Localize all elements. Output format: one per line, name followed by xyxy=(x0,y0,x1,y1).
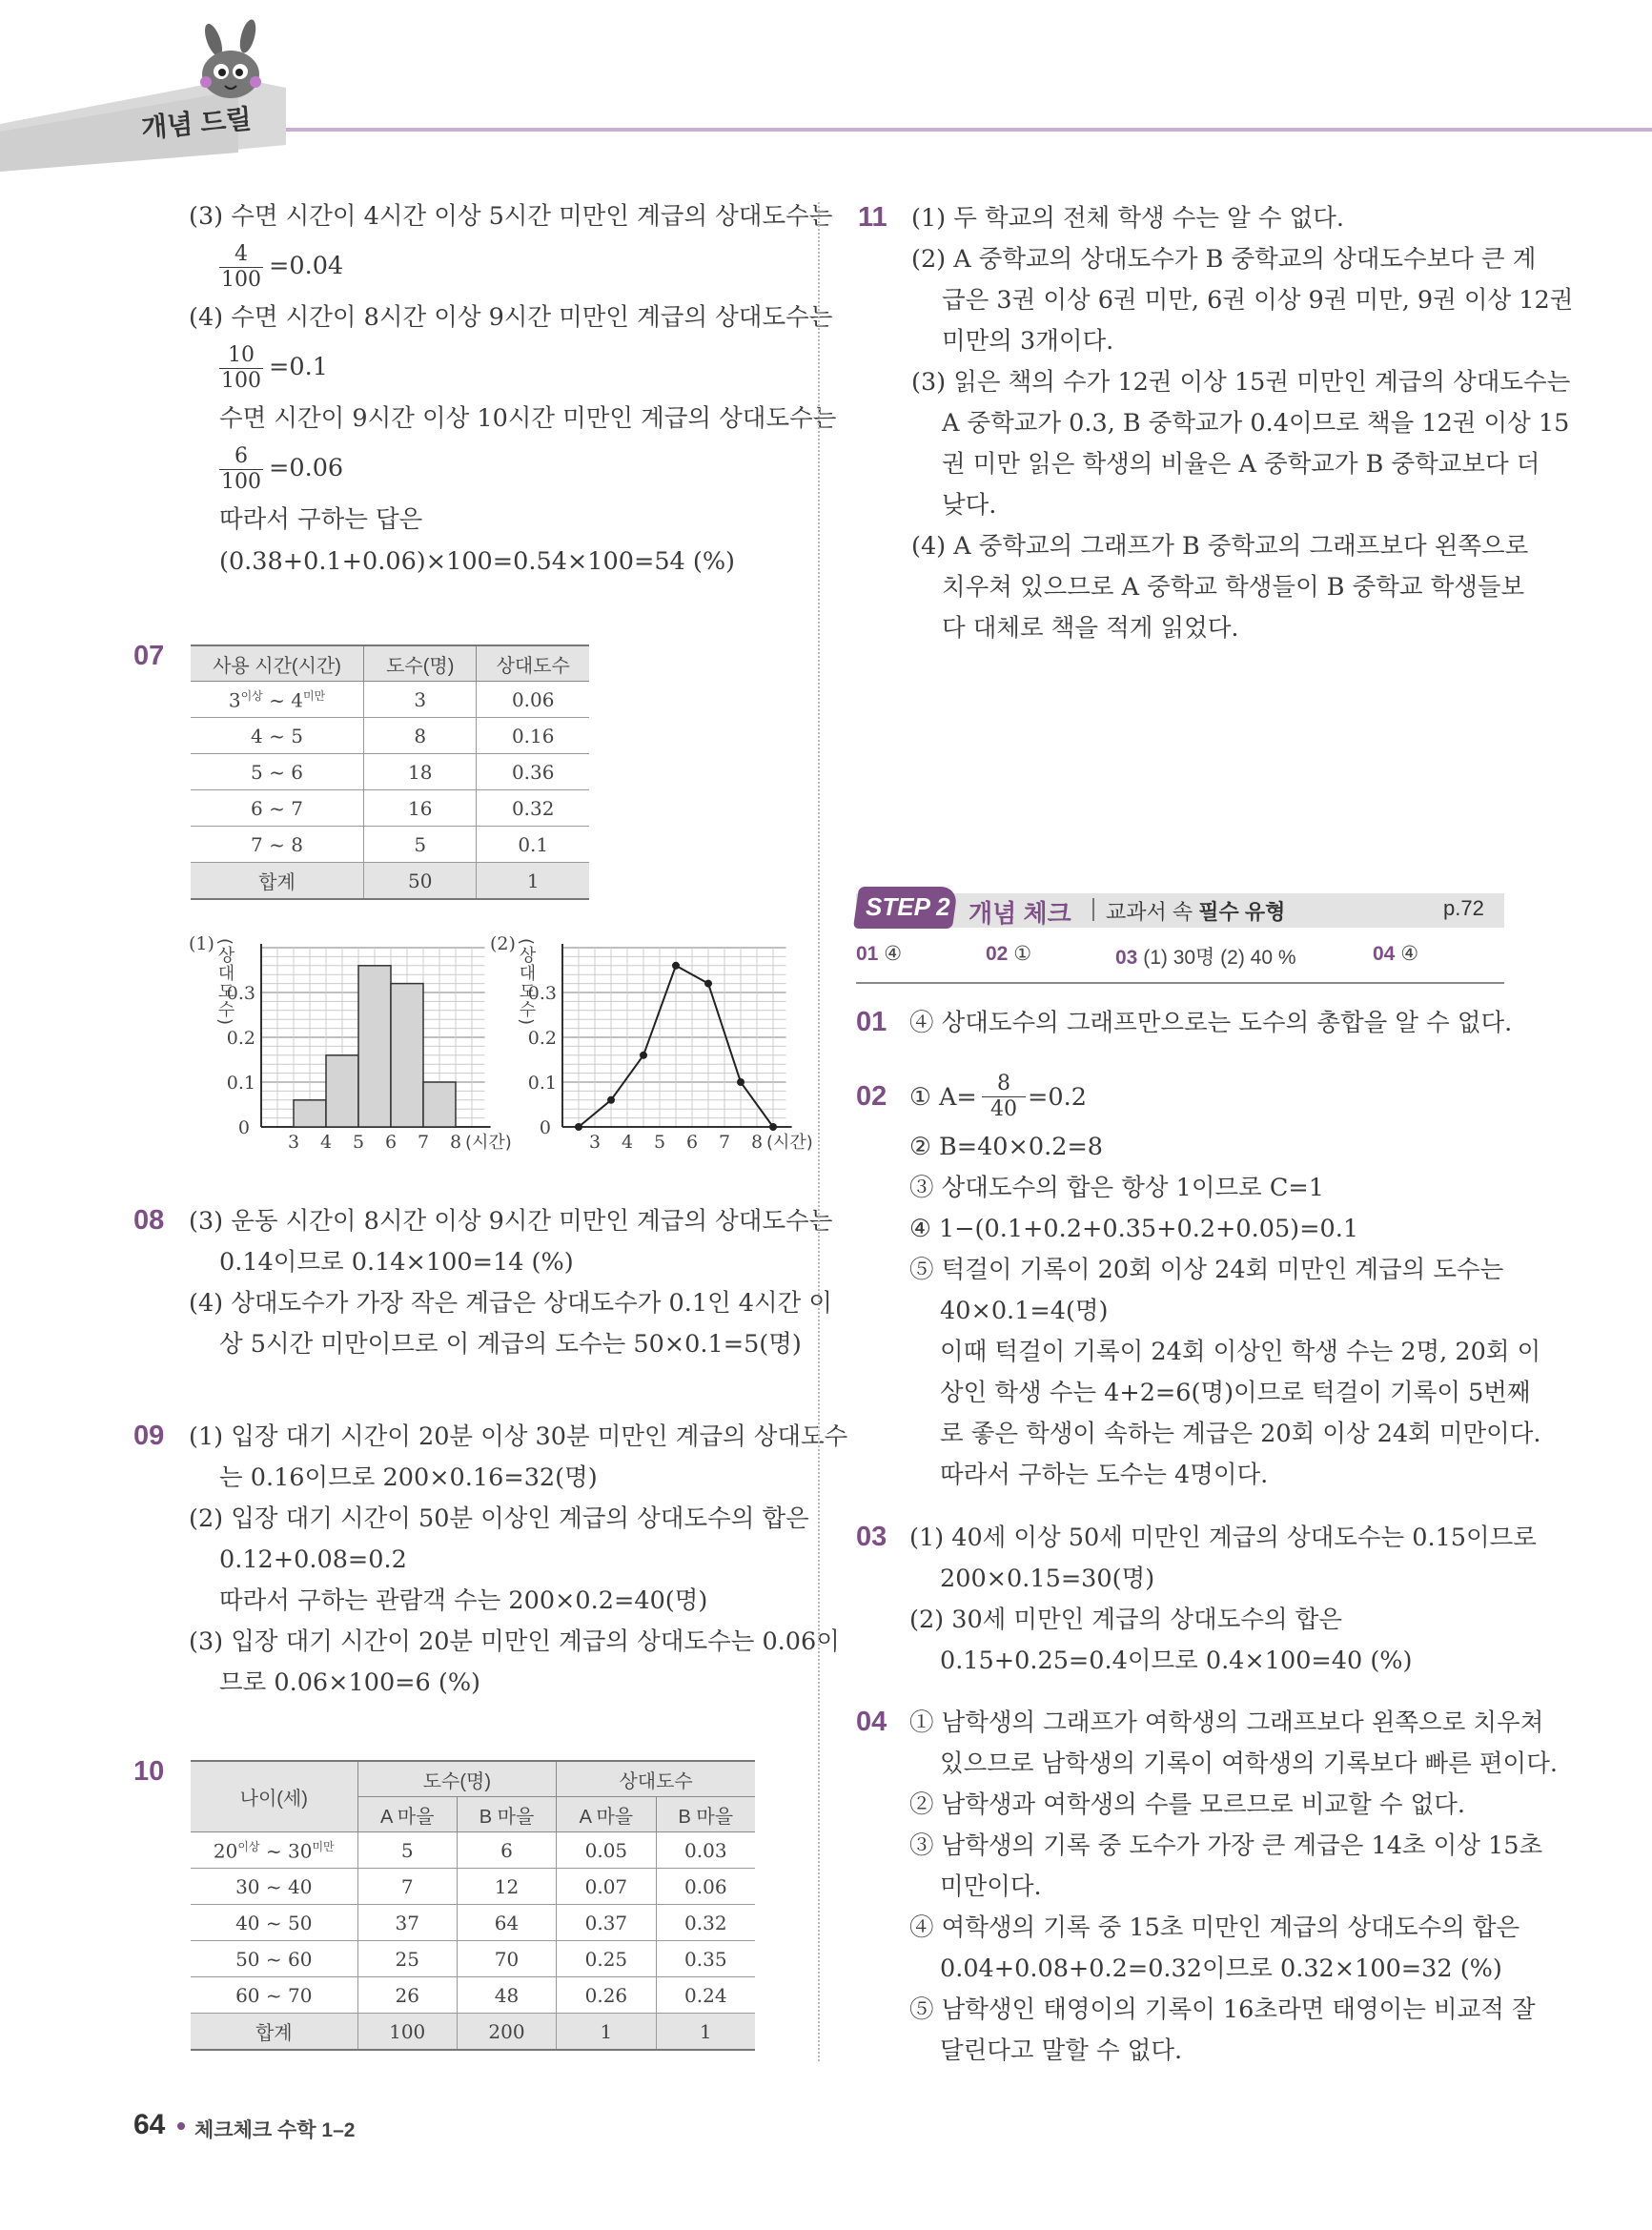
x-tick-label: 7 xyxy=(718,1132,731,1153)
x-axis-label: (시간) xyxy=(465,1133,512,1153)
table-row xyxy=(191,1977,755,2014)
total-cell: 합계 xyxy=(191,2014,357,2051)
answer-number: 04 xyxy=(1373,943,1396,965)
class-range: 30 ~ 40 xyxy=(191,1869,357,1905)
answer-value: ④ xyxy=(884,943,903,965)
answer-number: 02 xyxy=(986,943,1009,965)
text-line: =0.2 xyxy=(1028,1083,1087,1112)
table-cell: 18 xyxy=(364,754,477,790)
text-line: (3) 운동 시간이 8시간 이상 9시간 미만인 계급의 상대도수는 xyxy=(189,1207,833,1236)
table-cell: 3 xyxy=(364,682,477,718)
table-subheader: B 마을 xyxy=(656,1797,755,1832)
table-cell: 0.03 xyxy=(656,1832,755,1869)
x-tick-label: 5 xyxy=(352,1132,365,1153)
frequency-polygon-chart xyxy=(488,927,813,1156)
text-line: 미만의 3개이다. xyxy=(942,327,1114,356)
data-point xyxy=(607,1096,615,1104)
histogram-bar xyxy=(391,984,423,1127)
total-cell: 100 xyxy=(357,2014,457,2051)
class-range: 5 ~ 6 xyxy=(191,754,364,790)
question-number: 04 xyxy=(856,1707,887,1737)
text-line: 낮다. xyxy=(942,491,997,520)
quick-answer xyxy=(1115,942,1296,971)
x-tick-label: 4 xyxy=(319,1132,333,1153)
text-line: (0.38+0.1+0.06)×100=0.54×100=54 (%) xyxy=(219,547,736,576)
table-cell: 8 xyxy=(364,718,477,754)
text-line: =0.04 xyxy=(269,252,344,280)
banner-separator xyxy=(1092,898,1094,921)
x-tick-label: 6 xyxy=(384,1132,398,1153)
y-tick-label: 0 xyxy=(237,1117,250,1138)
subtitle-bold: 필수 유형 xyxy=(1198,900,1286,924)
table-total-row xyxy=(191,2014,755,2051)
text-line: 다 대체로 책을 적게 읽었다. xyxy=(942,614,1239,643)
total-cell: 1 xyxy=(557,2014,656,2051)
table-cell: 37 xyxy=(357,1905,457,1941)
class-range: $20^{이상}$ ~ $30^{미만}$ xyxy=(191,1832,357,1869)
table-header: 나이(세) xyxy=(191,1761,357,1832)
question-number: 02 xyxy=(856,1081,887,1112)
table-cell: 48 xyxy=(457,1977,556,2014)
fraction xyxy=(982,1072,1026,1122)
x-tick-label: 3 xyxy=(287,1132,300,1153)
frequency-table-10 xyxy=(191,1760,755,2051)
text-line: (3) 읽은 책의 수가 12권 이상 15권 미만인 계급의 상대도수는 xyxy=(911,368,1571,397)
table-header: 상대도수 xyxy=(477,645,589,682)
total-cell: 200 xyxy=(457,2014,556,2051)
table-cell: 6 xyxy=(457,1832,556,1869)
table-cell: 70 xyxy=(457,1941,556,1977)
table-cell: 0.32 xyxy=(656,1905,755,1941)
text-line: A 중학교가 0.3, B 중학교가 0.4이므로 책을 12권 이상 15 xyxy=(942,409,1570,438)
page-number: 64 xyxy=(133,2109,166,2140)
answer-number: 01 xyxy=(856,943,879,965)
table-row xyxy=(191,1869,755,1905)
table-cell: 0.26 xyxy=(557,1977,656,2014)
text-line: 상인 학생 수는 4+2=6(명)이므로 턱걸이 기록이 5번째 xyxy=(940,1379,1531,1407)
text-line: ④ 여학생의 기록 중 15초 미만인 계급의 상대도수의 합은 xyxy=(909,1913,1520,1942)
table-row xyxy=(191,1905,755,1941)
chart-label: (2) xyxy=(490,933,516,954)
table-header: 도수(명) xyxy=(364,645,477,682)
question-number: 09 xyxy=(133,1421,165,1451)
table-header: 상대도수 xyxy=(557,1761,755,1797)
table-cell: 25 xyxy=(357,1941,457,1977)
question-number: 03 xyxy=(856,1522,887,1552)
answer-value: ① xyxy=(1013,943,1032,965)
footer-bullet xyxy=(177,2122,185,2130)
table-cell: 5 xyxy=(357,1832,457,1869)
table-cell: 7 xyxy=(357,1869,457,1905)
text-line: (3) 수면 시간이 4시간 이상 5시간 미만인 계급의 상대도수는 xyxy=(189,202,833,231)
quick-answer xyxy=(986,942,1031,966)
quick-answer xyxy=(856,942,902,966)
text-line: ⑤ 남학생인 태영이의 기록이 16초라면 태영이는 비교적 잘 xyxy=(909,1995,1536,2024)
text-line: 0.14이므로 0.14×100=14 (%) xyxy=(219,1248,574,1277)
text-line: (1) 입장 대기 시간이 20분 이상 30분 미만인 계급의 상대도수 xyxy=(189,1422,848,1451)
text-line: ② B=40×0.2=8 xyxy=(909,1133,1104,1161)
histogram-bar xyxy=(326,1055,358,1127)
numerator: 10 xyxy=(219,343,263,369)
class-range: 50 ~ 60 xyxy=(191,1941,357,1977)
text-line: 므로 0.06×100=6 (%) xyxy=(219,1668,481,1697)
class-range: 40 ~ 50 xyxy=(191,1905,357,1941)
histogram-chart xyxy=(187,927,512,1156)
y-tick-label: 0.3 xyxy=(527,983,557,1004)
y-tick-label: 0.2 xyxy=(226,1028,255,1049)
data-point xyxy=(704,980,712,988)
text-line: 0.12+0.08=0.2 xyxy=(219,1545,407,1574)
class-range: 60 ~ 70 xyxy=(191,1977,357,2014)
quick-answer xyxy=(1373,942,1418,966)
text-line: (1) 40세 이상 50세 미만인 계급의 상대도수는 0.15이므로 xyxy=(909,1524,1537,1552)
text-line: 40×0.1=4(명) xyxy=(940,1297,1109,1325)
y-tick-label: 0.3 xyxy=(226,983,255,1004)
text-line: 상 5시간 미만이므로 이 계급의 도수는 50×0.1=5(명) xyxy=(219,1330,802,1359)
text-line: ① 남학생의 그래프가 여학생의 그래프보다 왼쪽으로 치우쳐 xyxy=(909,1708,1544,1737)
text-line: 수면 시간이 9시간 이상 10시간 미만인 계급의 상대도수는 xyxy=(219,404,837,433)
table-header: 도수(명) xyxy=(357,1761,557,1797)
x-tick-label: 8 xyxy=(449,1132,462,1153)
table-cell: 0.16 xyxy=(477,718,589,754)
question-number: 10 xyxy=(133,1756,165,1787)
text-line: (2) A 중학교의 상대도수가 B 중학교의 상대도수보다 큰 계 xyxy=(911,245,1537,274)
text-line: (4) 상대도수가 가장 작은 계급은 상대도수가 0.1인 4시간 이 xyxy=(189,1289,833,1318)
banner-title: 개념 체크 xyxy=(969,899,1071,928)
step-badge: STEP 2 xyxy=(866,892,950,921)
x-tick-label: 8 xyxy=(750,1132,764,1153)
table-cell: 16 xyxy=(364,790,477,827)
table-subheader: A 마을 xyxy=(557,1797,656,1832)
text-line: ① A= xyxy=(909,1083,977,1112)
table-cell: 0.36 xyxy=(477,754,589,790)
table-row xyxy=(191,718,589,754)
text-line: 로 좋은 학생이 속하는 계급은 20회 이상 24회 미만이다. xyxy=(940,1420,1541,1448)
text-line: ④ 상대도수의 그래프만으로는 도수의 총합을 알 수 없다. xyxy=(909,1009,1513,1037)
y-tick-label: 0 xyxy=(539,1117,551,1138)
data-point xyxy=(575,1123,582,1131)
table-cell: 0.07 xyxy=(557,1869,656,1905)
text-line: 권 미만 읽은 학생의 비율은 A 중학교가 B 중학교보다 더 xyxy=(942,450,1540,479)
y-tick-label: 0.1 xyxy=(226,1073,255,1094)
text-line: 따라서 구하는 도수는 4명이다. xyxy=(940,1461,1269,1489)
column-divider xyxy=(818,202,820,2061)
table-cell: 5 xyxy=(364,827,477,863)
text-line: 0.15+0.25=0.4이므로 0.4×100=40 (%) xyxy=(940,1647,1413,1675)
header-title: 개념 드릴 xyxy=(140,103,254,143)
table-total-row xyxy=(191,863,589,900)
table-cell: 0.32 xyxy=(477,790,589,827)
text-line: ③ 남학생의 기록 중 도수가 가장 큰 계급은 14초 이상 15초 xyxy=(909,1831,1543,1860)
table-row xyxy=(191,790,589,827)
text-line: ④ 1−(0.1+0.2+0.35+0.2+0.05)=0.1 xyxy=(909,1215,1359,1243)
data-point xyxy=(672,962,680,970)
text-line: =0.1 xyxy=(269,353,328,381)
table-cell: 0.06 xyxy=(477,682,589,718)
table-subheader: A 마을 xyxy=(357,1797,457,1832)
y-axis-label: (상대도수) xyxy=(516,938,537,1027)
question-number: 08 xyxy=(133,1205,165,1236)
y-tick-label: 0.1 xyxy=(527,1073,557,1094)
table-header: 사용 시간(시간) xyxy=(191,645,364,682)
table-row xyxy=(191,754,589,790)
histogram-bar xyxy=(358,966,391,1127)
answer-value: (1) 30명 (2) 40 % xyxy=(1143,947,1296,969)
total-cell: 1 xyxy=(477,863,589,900)
text-line: 따라서 구하는 답은 xyxy=(219,505,423,534)
x-axis-label: (시간) xyxy=(766,1133,813,1153)
table-row xyxy=(191,1832,755,1869)
text-line: 달린다고 말할 수 없다. xyxy=(940,2036,1183,2065)
table-row xyxy=(191,682,589,718)
text-line: 급은 3권 이상 6권 미만, 6권 이상 9권 미만, 9권 이상 12권 xyxy=(942,286,1574,315)
frequency-table-07 xyxy=(191,644,589,900)
data-point xyxy=(737,1078,744,1086)
histogram-bar xyxy=(294,1100,326,1127)
x-tick-label: 3 xyxy=(588,1132,602,1153)
text-line: ③ 상대도수의 합은 항상 1이므로 C=1 xyxy=(909,1174,1324,1202)
table-cell: 0.05 xyxy=(557,1832,656,1869)
table-row xyxy=(191,1941,755,1977)
table-cell: 0.35 xyxy=(656,1941,755,1977)
total-cell: 합계 xyxy=(191,863,364,900)
histogram-bar xyxy=(423,1082,456,1127)
text-line: (4) A 중학교의 그래프가 B 중학교의 그래프보다 왼쪽으로 xyxy=(911,532,1529,561)
text-line: 따라서 구하는 관람객 수는 200×0.2=40(명) xyxy=(219,1586,708,1615)
header-rule xyxy=(286,128,1652,132)
text-line: (1) 두 학교의 전체 학생 수는 알 수 없다. xyxy=(911,204,1344,233)
answer-number: 03 xyxy=(1115,947,1138,969)
answer-rule xyxy=(856,982,1504,984)
fraction xyxy=(219,343,263,394)
text-line: 200×0.15=30(명) xyxy=(940,1565,1155,1593)
chart-label: (1) xyxy=(189,933,214,954)
text-line: 있으므로 남학생의 기록이 여학생의 기록보다 빠른 편이다. xyxy=(940,1749,1558,1778)
text-line: 는 0.16이므로 200×0.16=32(명) xyxy=(219,1463,598,1492)
class-range: $3^{이상}$ ~ $4^{미만}$ xyxy=(191,682,364,718)
class-range: 4 ~ 5 xyxy=(191,718,364,754)
table-cell: 0.24 xyxy=(656,1977,755,2014)
total-cell: 1 xyxy=(656,2014,755,2051)
denominator: 100 xyxy=(221,268,261,292)
table-cell: 0.06 xyxy=(656,1869,755,1905)
data-point xyxy=(769,1123,777,1131)
total-cell: 50 xyxy=(364,863,477,900)
page-reference: p.72 xyxy=(1443,896,1484,920)
y-tick-label: 0.2 xyxy=(527,1028,557,1049)
y-axis-label: (상대도수) xyxy=(214,938,235,1027)
text-line: 미만이다. xyxy=(940,1872,1042,1901)
data-point xyxy=(640,1052,647,1059)
book-title: 체크체크 수학 1–2 xyxy=(194,2119,356,2141)
question-number: 11 xyxy=(858,202,887,233)
table-cell: 26 xyxy=(357,1977,457,2014)
text-line: 치우쳐 있으므로 A 중학교 학생들이 B 중학교 학생들보 xyxy=(942,573,1525,602)
class-range: 7 ~ 8 xyxy=(191,827,364,863)
question-number: 01 xyxy=(856,1007,887,1037)
fraction xyxy=(219,444,263,495)
table-cell: 0.1 xyxy=(477,827,589,863)
text-line: (3) 입장 대기 시간이 20분 미만인 계급의 상대도수는 0.06이 xyxy=(189,1627,840,1656)
table-cell: 0.25 xyxy=(557,1941,656,1977)
table-row xyxy=(191,827,589,863)
denominator: 100 xyxy=(221,470,261,494)
table-cell: 64 xyxy=(457,1905,556,1941)
fraction xyxy=(219,242,263,293)
question-number: 07 xyxy=(133,641,165,671)
table-subheader: B 마을 xyxy=(457,1797,556,1832)
class-range: 6 ~ 7 xyxy=(191,790,364,827)
x-tick-label: 7 xyxy=(417,1132,430,1153)
text-line: 이때 턱걸이 기록이 24회 이상인 학생 수는 2명, 20회 이 xyxy=(940,1338,1541,1366)
banner-subtitle xyxy=(1106,896,1285,926)
subtitle-text: 교과서 속 xyxy=(1106,900,1193,924)
table-cell: 12 xyxy=(457,1869,556,1905)
text-line: (2) 입장 대기 시간이 50분 이상인 계급의 상대도수의 합은 xyxy=(189,1504,809,1533)
text-line: (2) 30세 미만인 계급의 상대도수의 합은 xyxy=(909,1606,1342,1634)
text-line: (4) 수면 시간이 8시간 이상 9시간 미만인 계급의 상대도수는 xyxy=(189,303,833,332)
text-line: ② 남학생과 여학생의 수를 모르므로 비교할 수 없다. xyxy=(909,1790,1466,1819)
text-line: 0.04+0.08+0.2=0.32이므로 0.32×100=32 (%) xyxy=(940,1954,1502,1983)
x-tick-label: 4 xyxy=(621,1132,634,1153)
denominator: 40 xyxy=(990,1097,1017,1121)
x-tick-label: 5 xyxy=(653,1132,666,1153)
denominator: 100 xyxy=(221,369,261,393)
text-line: ⑤ 턱걸이 기록이 20회 이상 24회 미만인 계급의 도수는 xyxy=(909,1256,1504,1284)
numerator: 4 xyxy=(219,242,263,268)
table-cell: 0.37 xyxy=(557,1905,656,1941)
text-line: =0.06 xyxy=(269,454,344,482)
answer-value: ④ xyxy=(1400,943,1419,965)
numerator: 8 xyxy=(982,1072,1026,1097)
numerator: 6 xyxy=(219,444,263,470)
x-tick-label: 6 xyxy=(685,1132,699,1153)
